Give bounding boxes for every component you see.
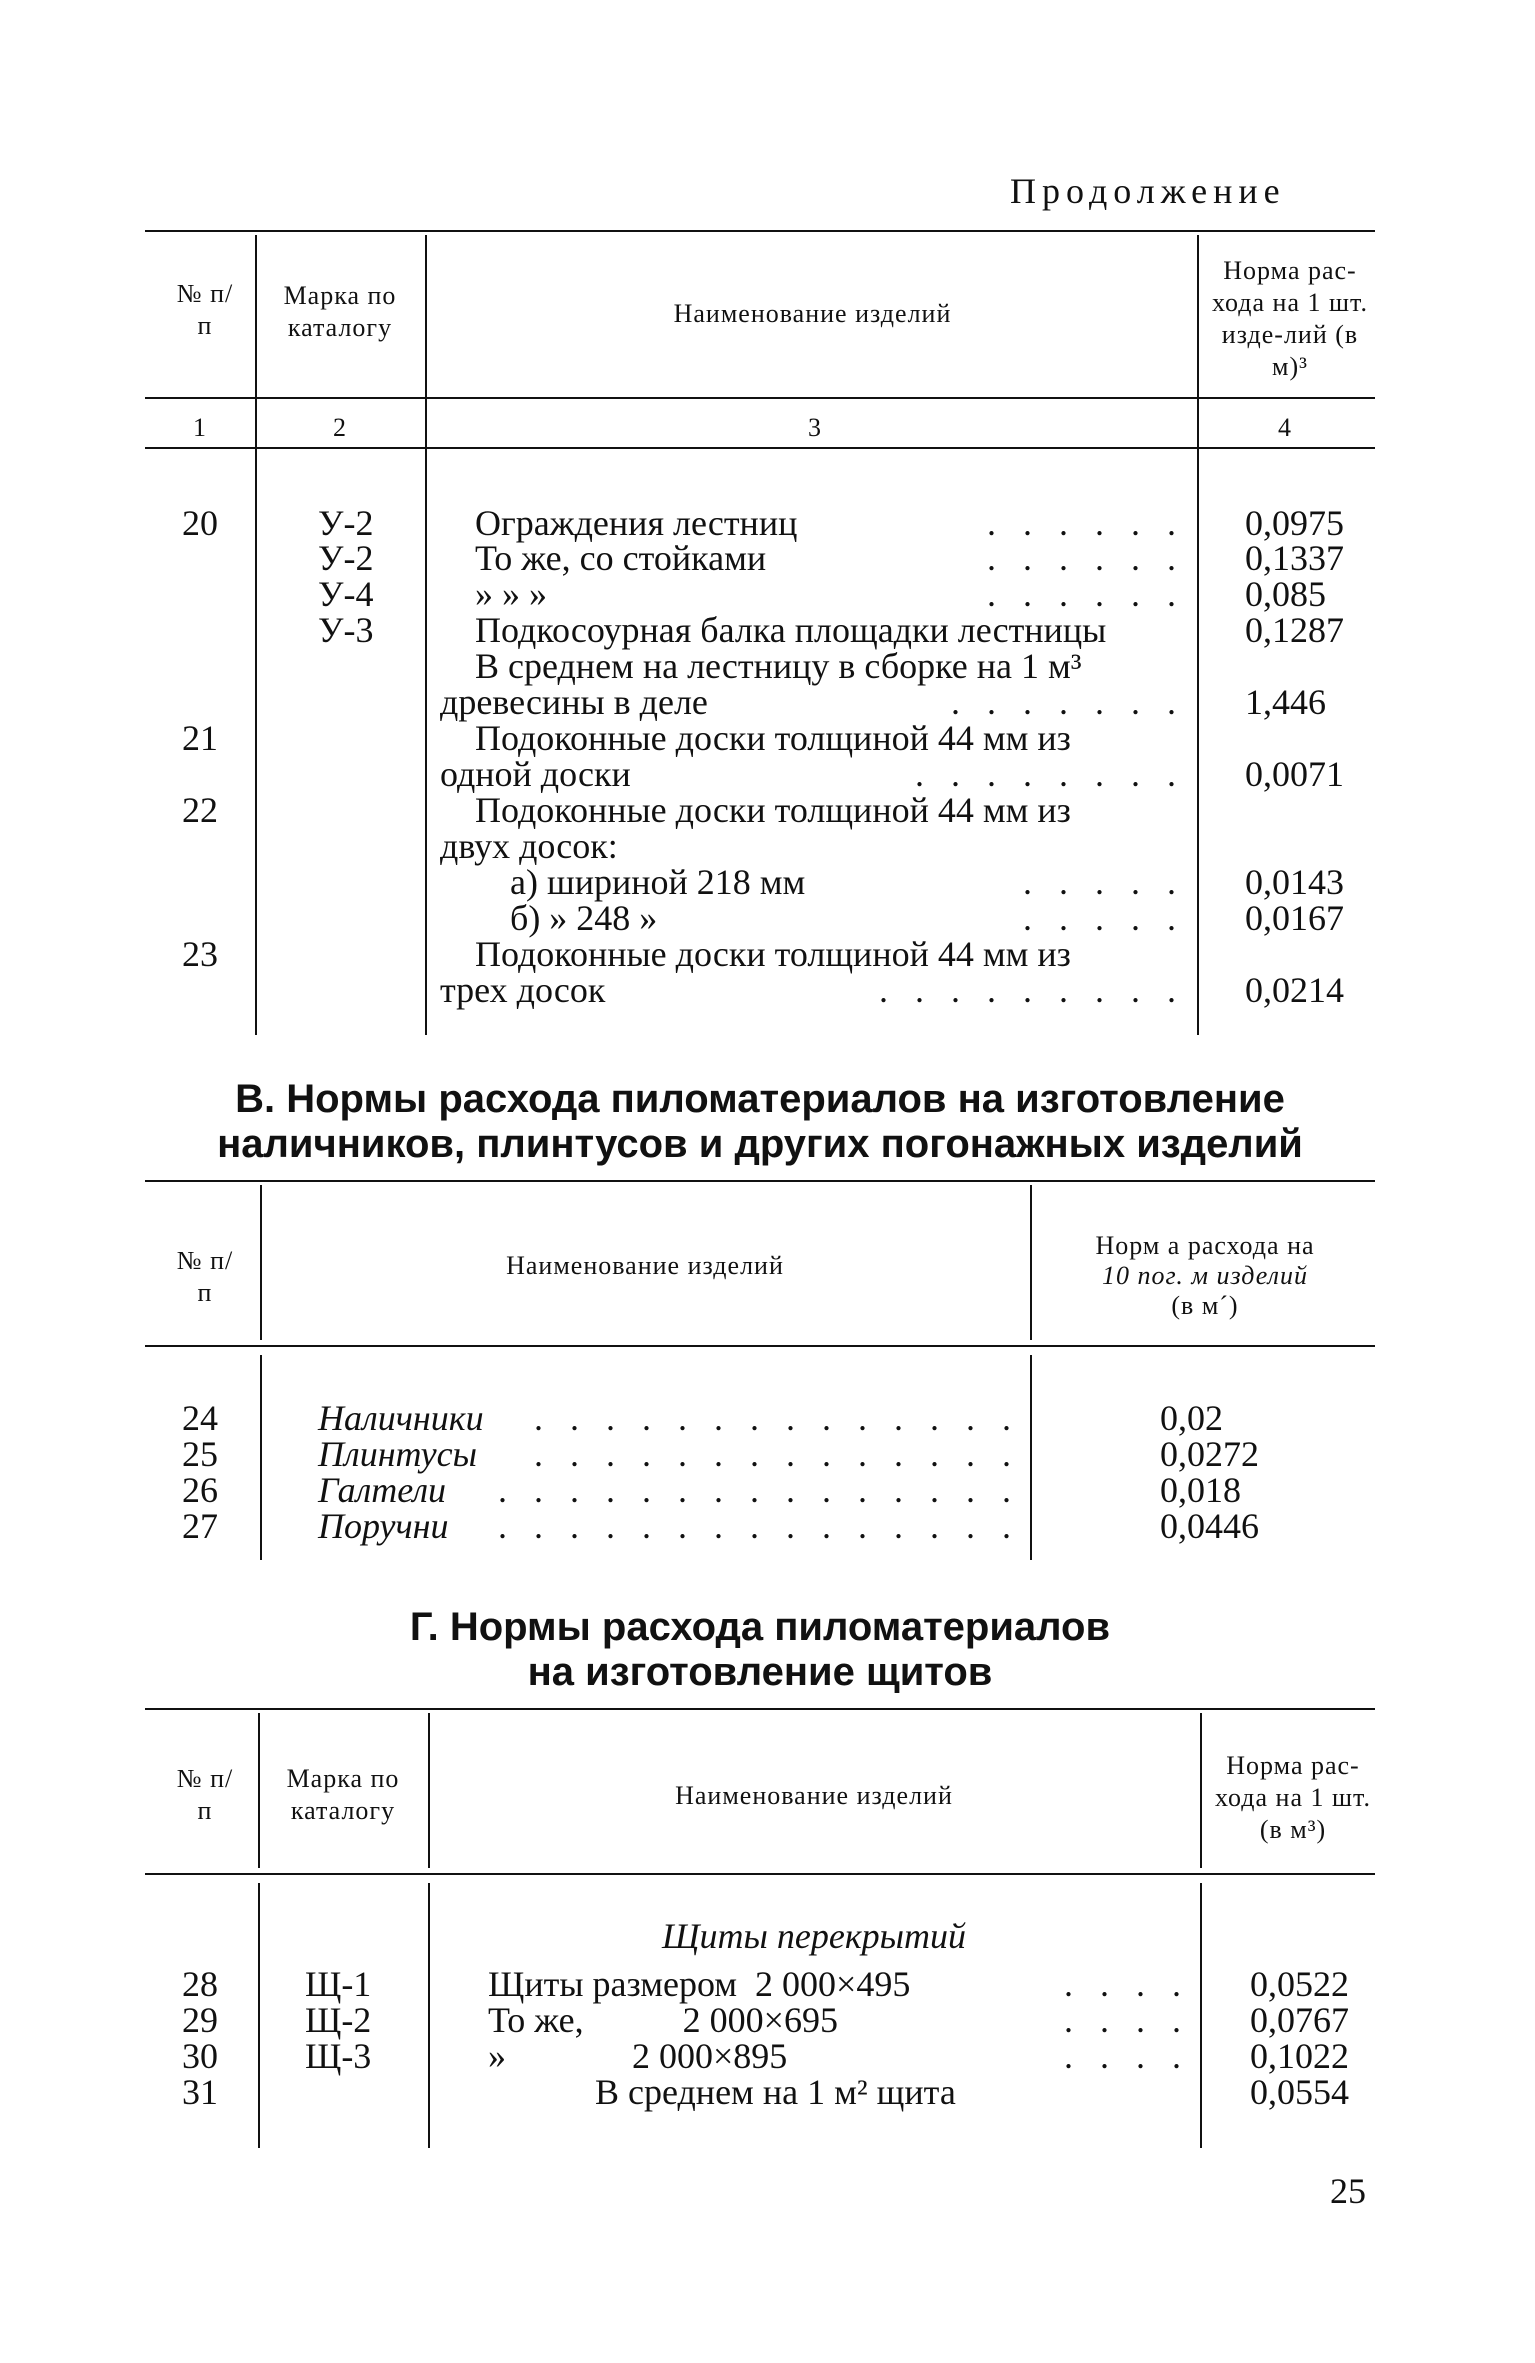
row-dots: . . . . . . [987,574,1185,614]
row-number: 24 [182,1398,218,1438]
section-v-title-line2: наличников, плинтусов и других погонажных изделий [217,1122,1303,1166]
row-value: 0,0554 [1250,2072,1349,2112]
col-number: 1 [193,413,207,442]
row-name: Подоконные доски толщиной 44 мм из [475,718,1071,758]
header-num: № п/п [176,1764,234,1825]
row-number: 27 [182,1506,218,1546]
header-norm: 10 пог. м изделий [1102,1261,1308,1290]
row-value: 0,0975 [1245,503,1344,543]
row-dots: . . . . [1064,1964,1190,2004]
header-norm: Норма рас-ходa на 1 шт. изде-лий (в м)³ [1212,256,1368,381]
header-norm: (в м´) [1171,1291,1239,1320]
row-dots: . . . . . . . . . . . . . . [534,1434,1020,1474]
row-mark: У-2 [318,503,374,543]
row-mark: У-4 [318,574,374,614]
row-number: 25 [182,1434,218,1474]
header-norm: Норма рас-хода на 1 шт. (в м³) [1215,1751,1371,1844]
row-dots: . . . . . . . [951,682,1185,722]
row-name: двух досок: [440,826,618,866]
row-mark: Щ-3 [305,2036,372,2076]
row-value: 0,0522 [1250,1964,1349,2004]
row-dots: . . . . . . . . . . . . . . . [498,1470,1020,1510]
header-name: Наименование изделий [675,1781,953,1810]
col-number: 4 [1278,413,1292,442]
page-number: 25 [1330,2171,1366,2211]
row-mark: Щ-2 [305,2000,372,2040]
row-dots: . . . . . . . . . [879,970,1185,1010]
row-name: В среднем на лестницу в сборке на 1 м³ [475,646,1082,686]
row-name: Подоконные доски толщиной 44 мм из [475,790,1071,830]
row-dots: . . . . . [1023,898,1185,938]
row-value: 0,0272 [1160,1434,1259,1474]
row-mark: Щ-1 [305,1964,372,2004]
row-value: 0,0446 [1160,1506,1259,1546]
row-value: 0,02 [1160,1398,1223,1438]
row-dots: . . . . . [1023,862,1185,902]
row-value: 0,018 [1160,1470,1241,1510]
row-dots: . . . . . . . . [915,754,1185,794]
row-name: » 2 000×895 [488,2036,788,2076]
row-name: То же, 2 000×695 [488,2000,838,2040]
row-value: 0,0143 [1245,862,1344,902]
row-dots: . . . . . . . . . . . . . . [534,1398,1020,1438]
section-g-title-line2: на изготовление щитов [527,1650,993,1694]
row-value: 0,1337 [1245,538,1344,578]
row-dots: . . . . . . . . . . . . . . . [498,1506,1020,1546]
row-mark: У-3 [318,610,374,650]
row-value: 0,0167 [1245,898,1344,938]
row-number: 29 [182,2000,218,2040]
row-value: 0,085 [1245,574,1326,614]
row-name: Ограждения лестниц [475,503,798,543]
row-name: древесины в деле [440,682,708,722]
row-dots: . . . . [1064,2036,1190,2076]
row-name: Подоконные доски толщиной 44 мм из [475,934,1071,974]
row-name: В среднем на 1 м² щита [595,2072,956,2112]
section-g-title-line1: Г. Нормы расхода пиломатериалов [409,1605,1111,1649]
subheading: Щиты перекрытий [661,1916,967,1956]
row-number: 30 [182,2036,218,2076]
row-name: одной доски [440,754,631,794]
continuation-label: Продолжение [1010,171,1286,211]
row-number: 28 [182,1964,218,2004]
row-dots: . . . . . . [987,503,1185,543]
row-name: а) шириной 218 мм [510,862,806,902]
row-name: Наличники [318,1398,484,1438]
header-mark: Марка по каталогу [283,281,397,342]
row-value: 0,1022 [1250,2036,1349,2076]
row-value: 1,446 [1245,682,1326,722]
header-name: Наименование изделий [673,299,952,328]
row-name: Галтели [318,1470,447,1510]
row-number: 22 [182,790,218,830]
header-norm: Норм а расхода на [1095,1231,1315,1260]
header-num: № п/п [176,1246,234,1307]
row-number: 21 [182,718,218,758]
section-v-title-line1: В. Нормы расхода пиломатериалов на изготовление [235,1077,1285,1121]
row-name: Поручни [318,1506,449,1546]
row-number: 20 [182,503,218,543]
row-value: 0,1287 [1245,610,1344,650]
row-number: 23 [182,934,218,974]
header-num: № п/п [176,279,234,340]
row-mark: У-2 [318,538,374,578]
row-name: » » » [475,574,547,614]
row-name: Щиты размером 2 000×495 [488,1964,911,2004]
row-value: 0,0214 [1245,970,1344,1010]
header-name: Наименование изделий [506,1251,784,1280]
row-value: 0,0767 [1250,2000,1349,2040]
col-number: 3 [808,413,822,442]
row-number: 26 [182,1470,218,1510]
row-name: Плинтусы [318,1434,477,1474]
row-name: трех досок [440,970,606,1010]
col-number: 2 [333,413,347,442]
row-value: 0,0071 [1245,754,1344,794]
row-name: Подкосоурная балка площадки лестницы [475,610,1107,650]
row-name: б) » 248 » [510,898,658,938]
row-dots: . . . . [1064,2000,1190,2040]
row-name: То же, со стойками [475,538,767,578]
row-number: 31 [182,2072,218,2112]
header-mark: Марка по каталогу [286,1764,400,1825]
row-dots: . . . . . . [987,538,1185,578]
